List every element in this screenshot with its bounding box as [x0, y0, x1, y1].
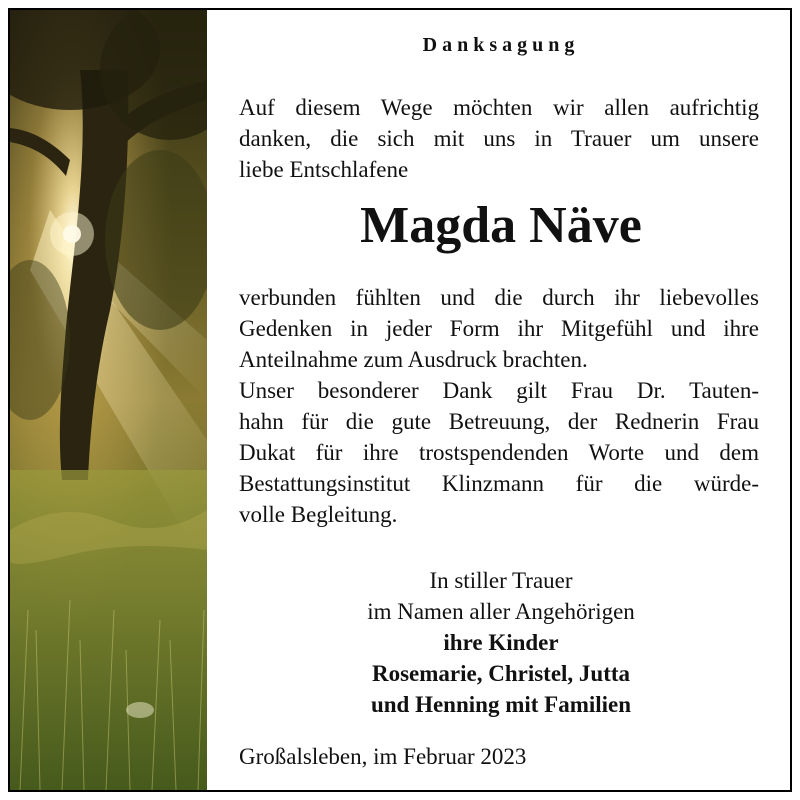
closing-signature [223, 565, 779, 720]
text-line: Bestattungsinstitut Klinzmann für die würde- [239, 471, 759, 496]
text-line: danken, die sich mit uns in Trauer um unsere [239, 126, 759, 151]
gratitude-paragraph [239, 282, 759, 375]
place-and-date: Großalsleben, im Februar 2023 [239, 744, 527, 769]
deceased-name: Magda Näve [360, 197, 642, 254]
text-line: verbunden fühlten und die durch ihr liebevolles [239, 285, 759, 310]
closing-line-names: Rosemarie, Christel, Jutta [371, 661, 631, 686]
closing-line-mourning: In stiller Trauer [429, 568, 573, 593]
closing-line-families: und Henning mit Familien [370, 692, 632, 717]
intro-paragraph [239, 92, 759, 185]
closing-line-relatives: im Namen aller Angehörigen [367, 599, 635, 624]
text-line: hahn für die gute Betreuung, der Rednerin Frau [239, 409, 759, 434]
special-thanks-paragraph [239, 375, 759, 530]
heading-title: Danksagung [422, 34, 580, 56]
text-line: volle Begleitung. [239, 502, 398, 527]
obituary-text-column [223, 10, 779, 790]
text-line: Unser besonderer Dank gilt Frau Dr. Tauten- [239, 378, 759, 403]
obituary-card [8, 8, 792, 792]
text-line: liebe Entschlafene [239, 157, 409, 182]
text-line: Auf diesem Wege möchten wir allen aufrichtig [239, 95, 759, 120]
closing-line-children: ihre Kinder [443, 630, 559, 655]
text-line: Anteilnahme zum Ausdruck brachten. [239, 347, 588, 372]
text-line: Dukat für ihre trostspendenden Worte und dem [239, 440, 759, 465]
forest-sunlight-photo [10, 10, 207, 790]
text-line: Gedenken in jeder Form ihr Mitgefühl und ihre [239, 316, 759, 341]
